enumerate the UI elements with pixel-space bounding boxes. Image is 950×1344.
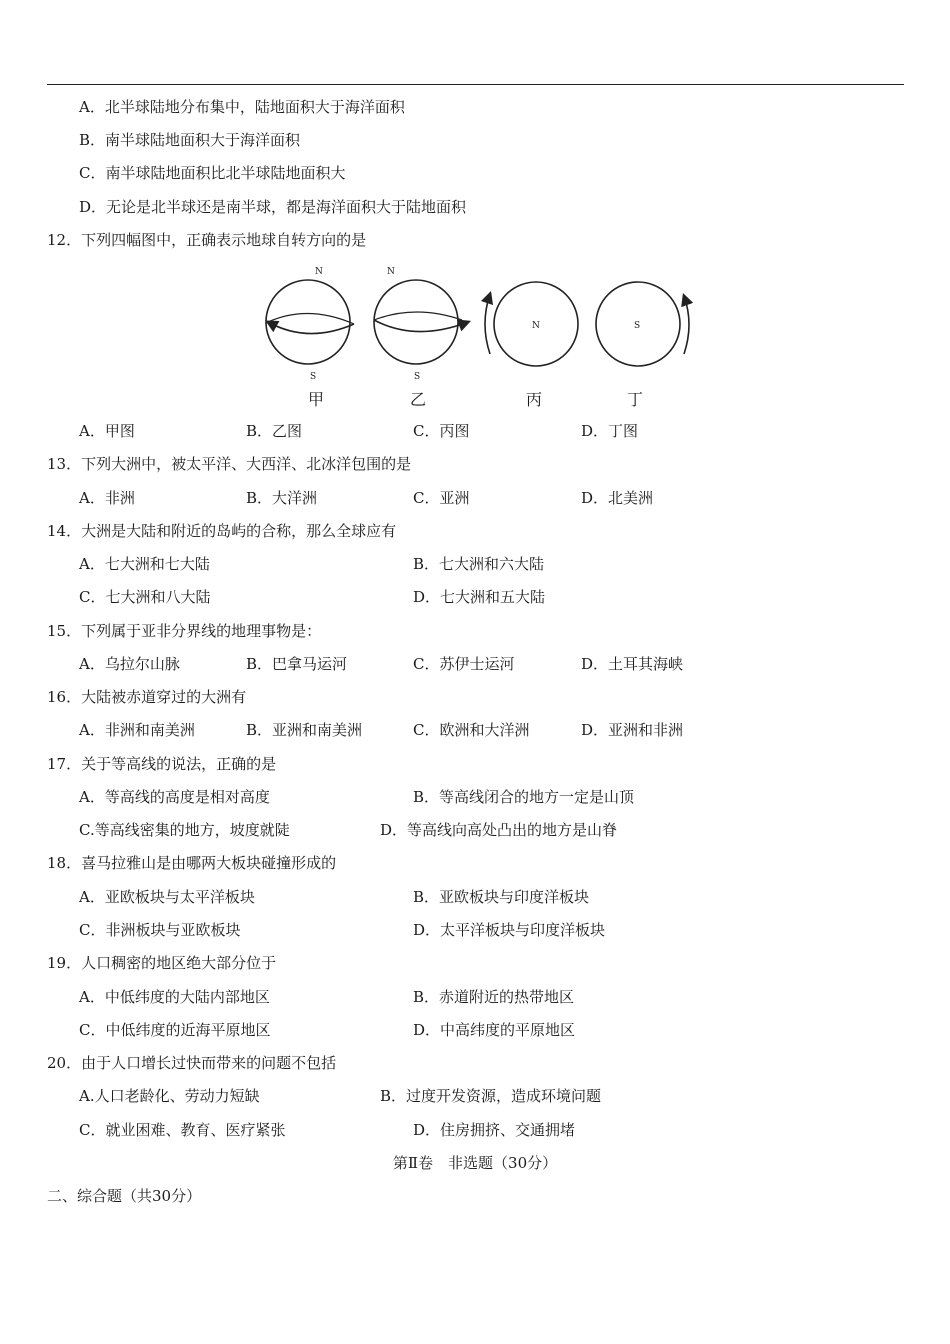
globe-jia [266,267,354,382]
q17-option-a[interactable]: A．等高线的高度是相对高度 [79,788,270,806]
q20-option-d[interactable]: D．住房拥挤、交通拥堵 [413,1121,576,1139]
q15-option-d[interactable]: D．土耳其海峡 [581,655,684,673]
q17-option-d[interactable]: D．等高线向高处凸出的地方是山脊 [380,821,618,839]
globe-yi-s-label: S [414,372,421,382]
q11-option-a[interactable]: A．北半球陆地分布集中，陆地面积大于海洋面积 [79,98,405,116]
q14-option-c[interactable]: C．七大洲和八大陆 [79,588,211,606]
q16-option-c[interactable]: C．欧洲和大洋洲 [413,721,530,739]
globe-jia-n-label: N [315,267,323,277]
q15-option-b[interactable]: B．巴拿马运河 [246,655,348,673]
q13-option-b[interactable]: B．大洋洲 [246,489,318,507]
q12-option-b[interactable]: B．乙图 [246,422,303,440]
q12-option-c[interactable]: C．丙图 [413,422,470,440]
q14-option-a[interactable]: A．七大洲和七大陆 [79,555,210,573]
q13-stem: 13．下列大洲中，被太平洋、大西洋、北冰洋包围的是 [47,455,412,473]
figure-label-yi: 乙 [410,390,427,409]
q11-option-c[interactable]: C．南半球陆地面积比北半球陆地面积大 [79,164,346,182]
globe-jia-s-label: S [310,372,317,382]
q12-stem: 12．下列四幅图中，正确表示地球自转方向的是 [47,231,367,249]
figure-label-ding: 丁 [627,390,644,409]
q20-option-a[interactable]: A.人口老龄化、劳动力短缺 [79,1087,260,1105]
part2-section-heading: 二、综合题（共30分） [47,1187,202,1205]
q15-option-c[interactable]: C．苏伊士运河 [413,655,515,673]
q18-stem: 18．喜马拉雅山是由哪两大板块碰撞形成的 [47,854,337,872]
figure-label-jia: 甲 [308,390,325,409]
globe-bing [485,282,578,366]
globe-bing-n-label: N [532,321,540,331]
q11-option-b[interactable]: B．南半球陆地面积大于海洋面积 [79,131,301,149]
q18-option-a[interactable]: A．亚欧板块与太平洋板块 [79,888,255,906]
q18-option-d[interactable]: D．太平洋板块与印度洋板块 [413,921,606,939]
figure-label-bing: 丙 [526,390,543,409]
q13-option-c[interactable]: C．亚洲 [413,489,470,507]
q19-stem: 19．人口稠密的地区绝大部分位于 [47,954,277,972]
globe-yi-n-label: N [387,267,395,277]
q12-option-a[interactable]: A．甲图 [79,422,135,440]
q12-option-d[interactable]: D．丁图 [581,422,639,440]
q19-option-c[interactable]: C．中低纬度的近海平原地区 [79,1021,271,1039]
q19-option-d[interactable]: D．中高纬度的平原地区 [413,1021,576,1039]
q13-option-a[interactable]: A．非洲 [79,489,135,507]
q14-option-d[interactable]: D．七大洲和五大陆 [413,588,546,606]
q13-option-d[interactable]: D．北美洲 [581,489,654,507]
earth-rotation-figure [258,262,698,382]
q15-stem: 15．下列属于亚非分界线的地理事物是： [47,622,322,640]
q19-option-a[interactable]: A．中低纬度的大陆内部地区 [79,988,270,1006]
q16-option-b[interactable]: B．亚洲和南美洲 [246,721,363,739]
q19-option-b[interactable]: B．赤道附近的热带地区 [413,988,575,1006]
q17-option-c[interactable]: C.等高线密集的地方，坡度就陡 [79,821,290,839]
q18-option-c[interactable]: C．非洲板块与亚欧板块 [79,921,241,939]
globe-ding-s-label: S [634,321,641,331]
part2-title: 第Ⅱ卷 非选题（30分） [392,1154,558,1172]
q14-stem: 14．大洲是大陆和附近的岛屿的合称，那么全球应有 [47,522,397,540]
q20-option-b[interactable]: B．过度开发资源，造成环境问题 [380,1087,602,1105]
q16-option-d[interactable]: D．亚洲和非洲 [581,721,684,739]
q20-stem: 20．由于人口增长过快而带来的问题不包括 [47,1054,337,1072]
globe-ding [596,282,689,366]
q11-option-d[interactable]: D．无论是北半球还是南半球，都是海洋面积大于陆地面积 [79,198,467,216]
globe-yi [374,267,468,382]
q17-stem: 17．关于等高线的说法，正确的是 [47,755,277,773]
q20-option-c[interactable]: C．就业困难、教育、医疗紧张 [79,1121,286,1139]
header-rule [47,84,904,85]
q16-stem: 16．大陆被赤道穿过的大洲有 [47,688,247,706]
q18-option-b[interactable]: B．亚欧板块与印度洋板块 [413,888,590,906]
q14-option-b[interactable]: B．七大洲和六大陆 [413,555,545,573]
q16-option-a[interactable]: A．非洲和南美洲 [79,721,195,739]
q17-option-b[interactable]: B．等高线闭合的地方一定是山顶 [413,788,635,806]
q15-option-a[interactable]: A．乌拉尔山脉 [79,655,180,673]
